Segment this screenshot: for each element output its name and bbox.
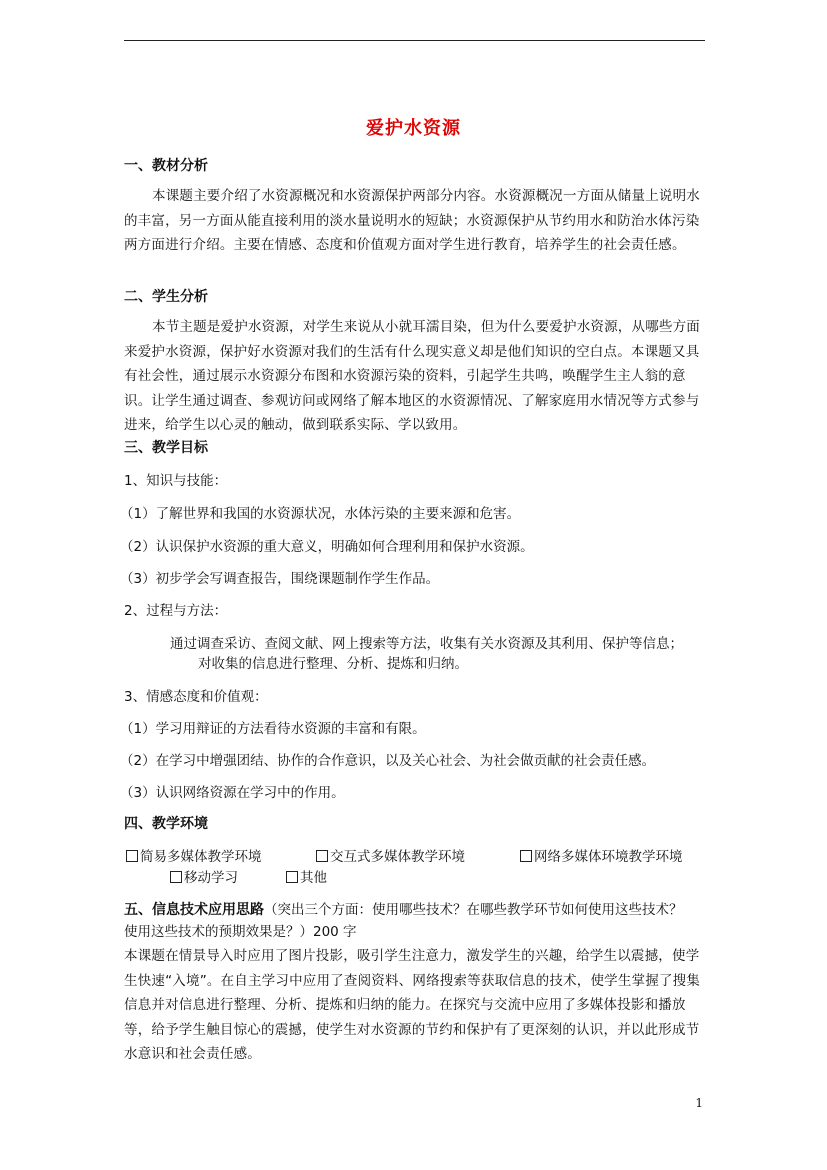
env-option-network-multimedia[interactable]: 网络多媒体环境教学环境 (520, 845, 683, 865)
emotion-values-label: 3、情感态度和价值观： (124, 689, 268, 705)
knowledge-item-1: （1）了解世界和我国的水资源状况，水体污染的主要来源和危害。 (120, 506, 521, 522)
section-5-note-line-2: 使用这些技术的预期效果是？）200 字 (124, 924, 357, 940)
env-option-interactive-multimedia[interactable]: 交互式多媒体教学环境 (316, 845, 465, 865)
checkbox-icon[interactable] (286, 871, 298, 883)
env-option-other[interactable]: 其他 (286, 866, 327, 886)
section-1-body: 本课题主要介绍了水资源概况和水资源保护两部分内容。水资源概况一方面从储量上说明水的丰富，另一方面从能直接利用的淡水量说明水的短缺；水资源保护从节约用水和防治水体污染两方面进行介绍。主要在情感、态度和价值观方面对学生进行教育，培养学生的社会责任感。 (124, 188, 700, 253)
section-5-body: 本课题在情景导入时应用了图片投影，吸引学生注意力，激发学生的兴趣，给学生以震撼，使学生快速“入境”。在自主学习中应用了查阅资料、网络搜索等获取信息的技术，使学生掌握了搜集信息并对信息进行整理、分析、提炼和归纳的能力。在探究与交流中应用了多媒体投影和播放等，给予学生触目惊心的震撼，使学生对水资源的节约和保护有了更深刻的认识，并以此形成节水意识和社会责任感。 (124, 948, 701, 1062)
knowledge-item-3: （3）初步学会写调查报告，围绕课题制作学生作品。 (120, 571, 440, 587)
emotion-item-3: （3）认识网络资源在学习中的作用。 (120, 785, 345, 801)
section-3-heading: 三、教学目标 (124, 440, 208, 456)
checkbox-icon[interactable] (520, 850, 532, 862)
knowledge-skills-label: 1、知识与技能： (124, 473, 228, 489)
document-title: 爱护水资源 (366, 118, 461, 139)
section-4-heading: 四、教学环境 (124, 816, 208, 832)
section-2-body: 本节主题是爱护水资源，对学生来说从小就耳濡目染，但为什么要爱护水资源，从哪些方面来爱护水资源，保护好水资源对我们的生活有什么现实意义却是他们知识的空白点。本课题又具有社会性，通过展示水资源分布图和水资源污染的资料，引起学生共鸣，唤醒学生主人翁的意识。让学生通过调查、参观访问或网络了解本地区的水资源情况、了解家庭用水情况等方式参与进来，给学生以心灵的触动，做到联系实际、学以致用。 (124, 319, 700, 433)
section-5-heading: 五、信息技术应用思路 (124, 902, 264, 918)
checkbox-icon[interactable] (316, 850, 328, 862)
env-option-mobile-learning[interactable]: 移动学习 (170, 866, 238, 886)
emotion-item-1: （1）学习用辩证的方法看待水资源的丰富和有限。 (120, 721, 426, 737)
emotion-item-2: （2）在学习中增强团结、协作的合作意识，以及关心社会、为社会做贡献的社会责任感。 (120, 753, 656, 769)
checkbox-icon[interactable] (170, 871, 182, 883)
process-methods-label: 2、过程与方法： (124, 603, 228, 619)
section-5-note: （突出三个方面：使用哪些技术？在哪些教学环节如何使用这些技术？ (264, 902, 683, 918)
header-rule (124, 40, 705, 41)
section-1-heading: 一、教材分析 (124, 158, 208, 174)
section-2-heading: 二、学生分析 (124, 289, 208, 305)
page-number: 1 (695, 1096, 703, 1110)
checkbox-icon[interactable] (126, 850, 138, 862)
section-5-heading-line (124, 898, 709, 919)
knowledge-item-2: （2）认识保护水资源的重大意义，明确如何合理利用和保护水资源。 (120, 539, 534, 555)
process-line-1: 通过调查采访、查阅文献、网上搜索等方法，收集有关水资源及其利用、保护等信息； (170, 636, 683, 652)
env-option-simple-multimedia[interactable]: 简易多媒体教学环境 (126, 845, 262, 865)
process-line-2: 对收集的信息进行整理、分析、提炼和归纳。 (198, 656, 468, 672)
